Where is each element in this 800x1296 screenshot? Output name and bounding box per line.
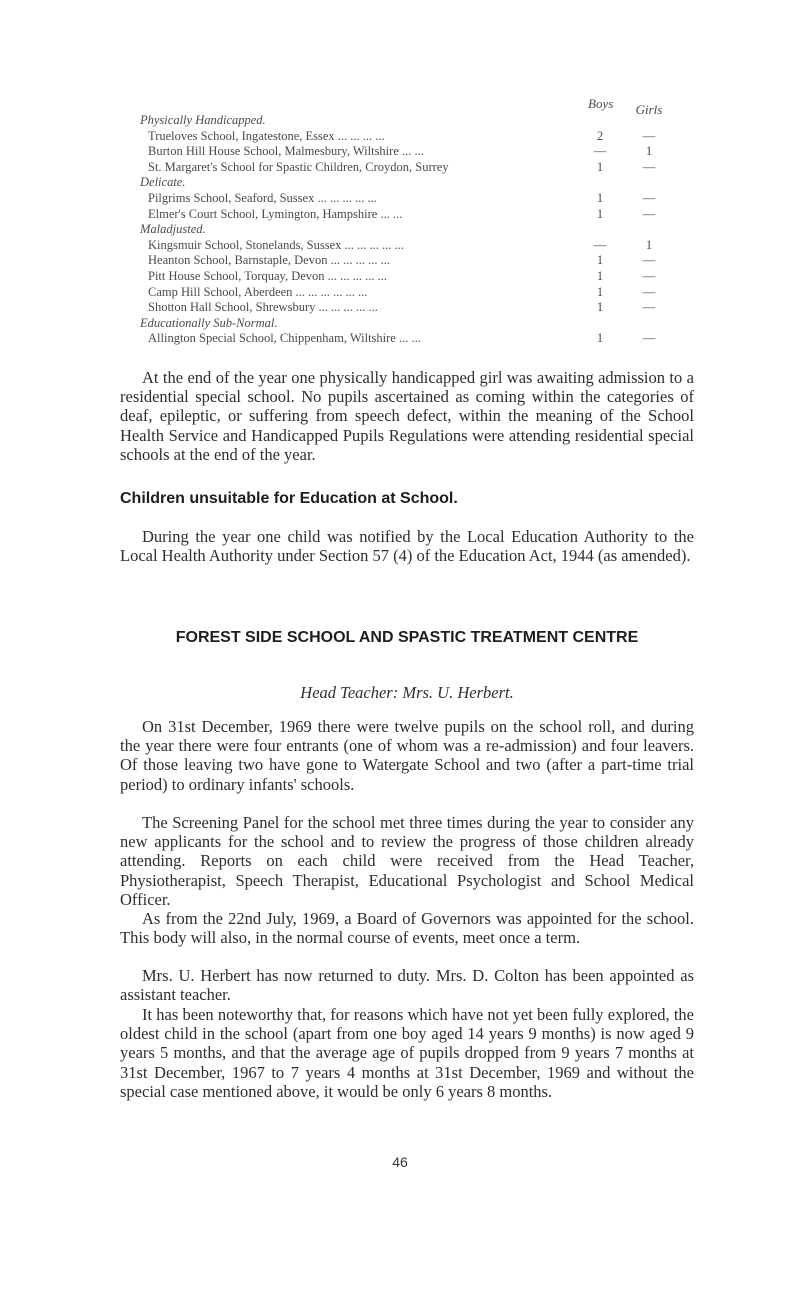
boys-count: 2 bbox=[596, 128, 604, 143]
boys-count: 1 bbox=[596, 300, 604, 315]
school-name: Allington Special School, Chippenham, Wiltshire ... ... bbox=[148, 331, 421, 346]
girls-count: — bbox=[642, 331, 656, 346]
girls-count: 1 bbox=[645, 237, 653, 252]
paragraph-screening-panel: The Screening Panel for the school met three times during the year to consider any new applicants for the school and to review the progress of those children already attending. Reports on each child were received from the Head Teacher, Physiotherapist, Speech Therapist, Educational Psychologist and School Medical Officer. bbox=[120, 813, 694, 909]
girls-count: — bbox=[642, 300, 656, 315]
category-label: Delicate. bbox=[140, 175, 186, 190]
boys-count: 1 bbox=[596, 268, 604, 283]
boys-count: 1 bbox=[596, 159, 604, 174]
school-name: Pitt House School, Torquay, Devon ... ... ... ... ... bbox=[148, 268, 388, 283]
girls-count: — bbox=[642, 190, 656, 205]
girls-count: — bbox=[642, 268, 656, 283]
school-row bbox=[140, 191, 670, 207]
school-name: Kingsmuir School, Stonelands, Sussex ... ... ... ... ... bbox=[148, 237, 404, 252]
category-row bbox=[140, 113, 670, 129]
school-row bbox=[140, 144, 670, 160]
boys-count: 1 bbox=[596, 331, 604, 346]
girls-count: 1 bbox=[645, 144, 653, 159]
girls-count: — bbox=[642, 159, 656, 174]
table-rows bbox=[140, 113, 670, 347]
column-header-girls: Girls bbox=[635, 102, 663, 117]
category-label: Maladjusted. bbox=[140, 222, 206, 237]
paragraph-unsuitable: During the year one child was notified by the Local Education Authority to the Local Health Authority under Section 57 (4) of the Education Act, 1944 (as amended). bbox=[120, 527, 694, 566]
paragraph-board-of-governors: As from the 22nd July, 1969, a Board of Governors was appointed for the school. This body will also, in the normal course of events, meet once a term. bbox=[120, 909, 694, 948]
school-row bbox=[140, 253, 670, 269]
category-row bbox=[140, 316, 670, 332]
boys-count: — bbox=[593, 237, 607, 252]
school-row bbox=[140, 238, 670, 254]
school-name: Elmer's Court School, Lymington, Hampshire ... ... bbox=[148, 206, 403, 221]
girls-count: — bbox=[642, 284, 656, 299]
column-header-boys: Boys bbox=[588, 96, 614, 111]
category-row bbox=[140, 175, 670, 191]
category-label: Physically Handicapped. bbox=[140, 113, 266, 127]
boys-count: 1 bbox=[596, 206, 604, 221]
paragraph-ages: It has been noteworthy that, for reasons which have not yet been fully explored, the oldest child in the school (apart from one boy aged 14 years 9 months) is now aged 9 years 5 months, and that the average age of pupils dropped from 9 years 7 months at 31st December, 1967 to 7 years 4 months at 31st December, 1969 and without the special case mentioned above, it would be only 6 years 8 months. bbox=[120, 1005, 694, 1101]
schools-table bbox=[140, 98, 670, 347]
section-heading-forest-side: FOREST SIDE SCHOOL AND SPASTIC TREATMENT CENTRE bbox=[175, 629, 639, 646]
school-name: Shotton Hall School, Shrewsbury ... ... ... ... ... bbox=[148, 300, 378, 315]
paragraph-roll: On 31st December, 1969 there were twelve pupils on the school roll, and during the year there were four entrants (one of whom was a re-admission) and four leavers. Of those leaving two have gone to Watergate School and two (after a part-time trial period) to ordinary infants' schools. bbox=[120, 717, 694, 794]
boys-count: 1 bbox=[596, 284, 604, 299]
school-row bbox=[140, 285, 670, 301]
paragraph-staff: Mrs. U. Herbert has now returned to duty. Mrs. D. Colton has been appointed as assistant teacher. bbox=[120, 966, 694, 1005]
girls-count: — bbox=[642, 128, 656, 143]
girls-count: — bbox=[642, 253, 656, 268]
school-row bbox=[140, 300, 670, 316]
paragraph-awaiting-admission: At the end of the year one physically handicapped girl was awaiting admission to a residential special school. No pupils ascertained as coming within the categories of deaf, epileptic, or suffering from speech defect, within the meaning of the School Health Service and Handicapped Pupils Regulations were attending residential special schools at the end of the year. bbox=[120, 368, 694, 464]
school-name: Heanton School, Barnstaple, Devon ... ... ... ... ... bbox=[148, 253, 390, 268]
school-name: Pilgrims School, Seaford, Sussex ... ... ... ... ... bbox=[148, 190, 377, 205]
school-row bbox=[140, 160, 670, 176]
school-name: Camp Hill School, Aberdeen ... ... ... ... ... ... bbox=[148, 284, 368, 299]
school-name: Burton Hill House School, Malmesbury, Wiltshire ... ... bbox=[148, 144, 424, 159]
school-name: St. Margaret's School for Spastic Children, Croydon, Surrey bbox=[148, 159, 449, 174]
section-heading-unsuitable: Children unsuitable for Education at School. bbox=[120, 490, 458, 507]
school-row bbox=[140, 207, 670, 223]
school-name: Trueloves School, Ingatestone, Essex ... ... ... ... bbox=[148, 128, 385, 143]
head-teacher-line: Head Teacher: Mrs. U. Herbert. bbox=[300, 683, 514, 702]
boys-count: 1 bbox=[596, 190, 604, 205]
school-row bbox=[140, 331, 670, 347]
school-row bbox=[140, 269, 670, 285]
page-number: 46 bbox=[392, 1154, 408, 1170]
category-label: Educationally Sub-Normal. bbox=[140, 315, 278, 330]
school-row bbox=[140, 129, 670, 145]
boys-count: 1 bbox=[596, 253, 604, 268]
boys-count: — bbox=[593, 144, 607, 159]
category-row bbox=[140, 222, 670, 238]
girls-count: — bbox=[642, 206, 656, 221]
